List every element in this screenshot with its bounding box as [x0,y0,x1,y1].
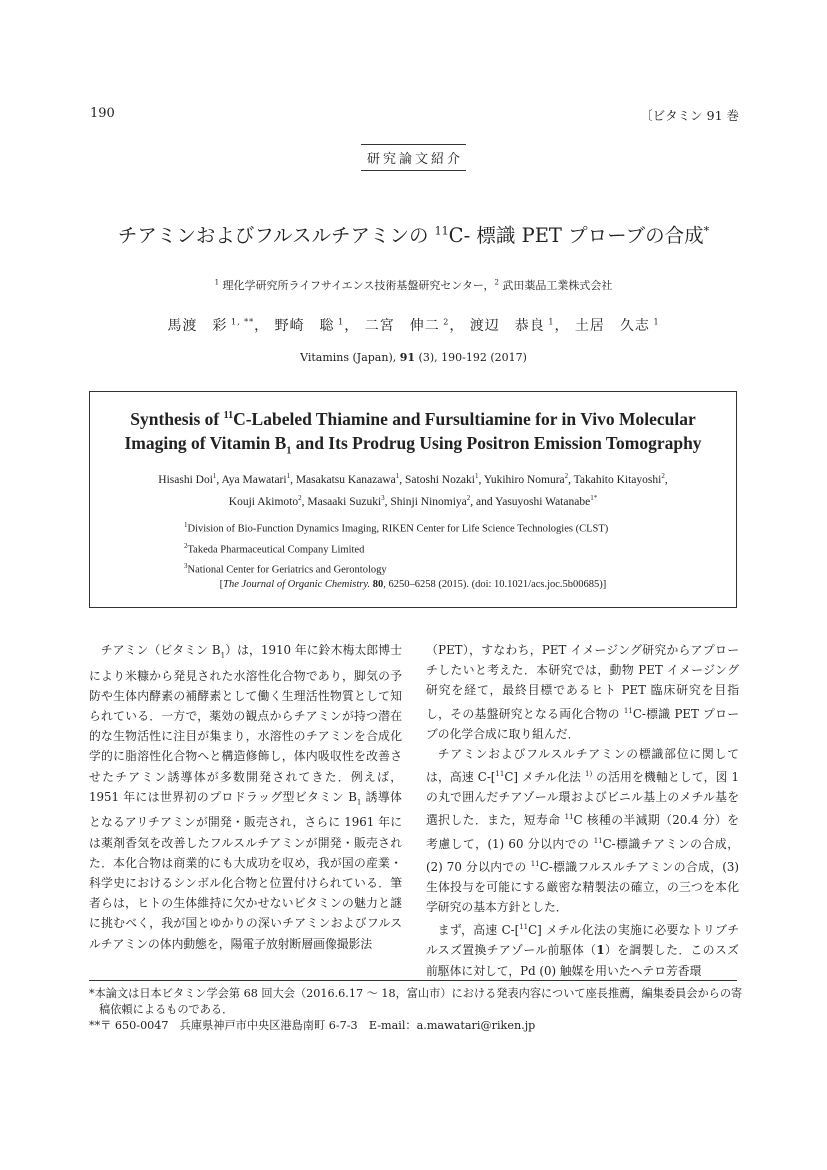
body-paragraph: （PET），すなわち，PET イメージング研究からアプローチしたいと考えた．本研究では，動物 PET イメージング研究を経て，最終目標であるヒト PET 臨床研究を目指し，その基盤研究となる両化合物の $^{11}$C-標識 PET プローブの化学合成に取り組んだ． [426,643,739,741]
english-citation: [The Journal of Organic Chemistry. 80, 6250–6258 (2015). (doi: 10.1021/acs.joc.5b00685)] [219,579,607,590]
affiliation-1: $^1$Division of Bio-Function Dynamics Imaging, RIKEN Center for Life Science Technologies (CLST) [184,521,609,535]
section-label: 研究論文紹介 [0,144,827,171]
journal-running-header: 〔ビタミン 91 巻 [640,108,739,123]
affiliation-3: $^3$National Center for Geriatrics and Gerontology [184,562,387,576]
english-affiliations [184,517,608,579]
footnote-1: *本論文は日本ビタミン学会第 68 回大会（2016.6.17 ～ 18，富山市）における発表内容について座長推薦，編集委員会からの寄稿依頼によるものである． [89,987,743,1016]
page-number: 190 [90,106,115,121]
body-right-column [426,640,739,981]
footnote-2: **〒 650-0047 兵庫県神戸市中央区港島南町 6-7-3 E-mail：a.mawatari@riken.jp [89,1019,536,1032]
japanese-title: チアミンおよびフルスルチアミンの $^{11}$C- 標識 PET プローブの合成* [117,224,710,247]
body-paragraph: チアミンおよびフルスルチアミンの標識部位に関しては，高速 C-[$^{11}$C] メチル化法 $^{1)}$ の活用を機軸として，図 1 の丸で囲んだチアゾール環およびビニル基上のメチル基を選択した．また，短寿命 $^{11}$C 核種の半減期（20.4 分）を考慮して，(1) 60 分以内での $^{11}$C-標識チアミンの合成，(2) 70 分以内での $^{11}$C-標識フルスルチアミンの合成，(3) 生体投与を可能にする厳密な精製法の確立，の三つを本化学研究の基本方針とした． [426,746,739,915]
english-abstract-box [89,391,737,608]
english-authors: Hisashi Doi$^1$, Aya Mawatari$^1$, Masakatsu Kanazawa$^1$, Satoshi Nozaki$^1$, Yukihiro Nomura$^2$, Takahito Kitayoshi$^2$, Kouji Akimoto$^2$, Masaaki Suzuki$^3$, Shinji Ninomiya$^2$, and Yasuyoshi Watanabe$^{1*}$ [158,472,668,508]
body-left-column [89,640,402,954]
body-paragraph: チアミン（ビタミン $B_1$）は，1910 年に鈴木梅太郎博士により米糠から発見された水溶性化合物であり，脚気の予防や生体内酵素の補酵素として働く生理活性物質として知られている．一方で，薬効の観点からチアミンが持つ潜在的な生物活性に注目が集まり，水溶性のチアミンを合成化学的に脂溶性化合物へと構造修飾し，体内吸収性を改善させたチアミン誘導体が多数開発されてきた．例えば，1951 年には世界初のプロドラッグ型ビタミン $B_1$ 誘導体となるアリチアミンが開発・販売され，さらに 1961 年には薬剤香気を改善したフルスルチアミンが開発・販売された．本化合物は商業的にも大成功を収め，我が国の産業・科学史におけるシンボル化合物と位置付けられている．筆者らは，ヒトの生体維持に欠かせないビタミンの魅力と謎に挑むべく，我が国とゆかりの深いチアミンおよびフルスルチアミンの体内動態を，陽電子放射断層画像撮影法 [89,643,402,951]
footnote-divider [89,980,737,981]
body-paragraph: まず，高速 C-[$^{11}$C] メチル化法の実施に必要なトリブチルスズ置換チアゾール前駆体（1）を調製した．このスズ前駆体に対して，Pd (0) 触媒を用いたヘテロ芳香環 [426,923,739,978]
japanese-affiliations: $^1$ 理化学研究所ライフサイエンス技術基盤研究センター，$^2$ 武田薬品工業株式会社 [214,278,613,292]
japanese-authors: 馬渡 彩 $^{1, **}$， 野崎 聡 $^1$， 二宮 伸二 $^2$， 渡辺 恭良 $^1$， 土居 久志 $^1$ [167,317,660,334]
english-title: Synthesis of $^{11}$C-Labeled Thiamine and Fursultiamine for in Vivo Molecular Imaging of Vitamin $B_1$ and Its Prodrug Using Positron Emission Tomography [124,408,702,457]
japanese-citation: Vitamins (Japan), 91 (3), 190-192 (2017) [300,351,527,364]
affiliation-2: $^2$Takeda Pharmaceutical Company Limited [184,541,365,555]
